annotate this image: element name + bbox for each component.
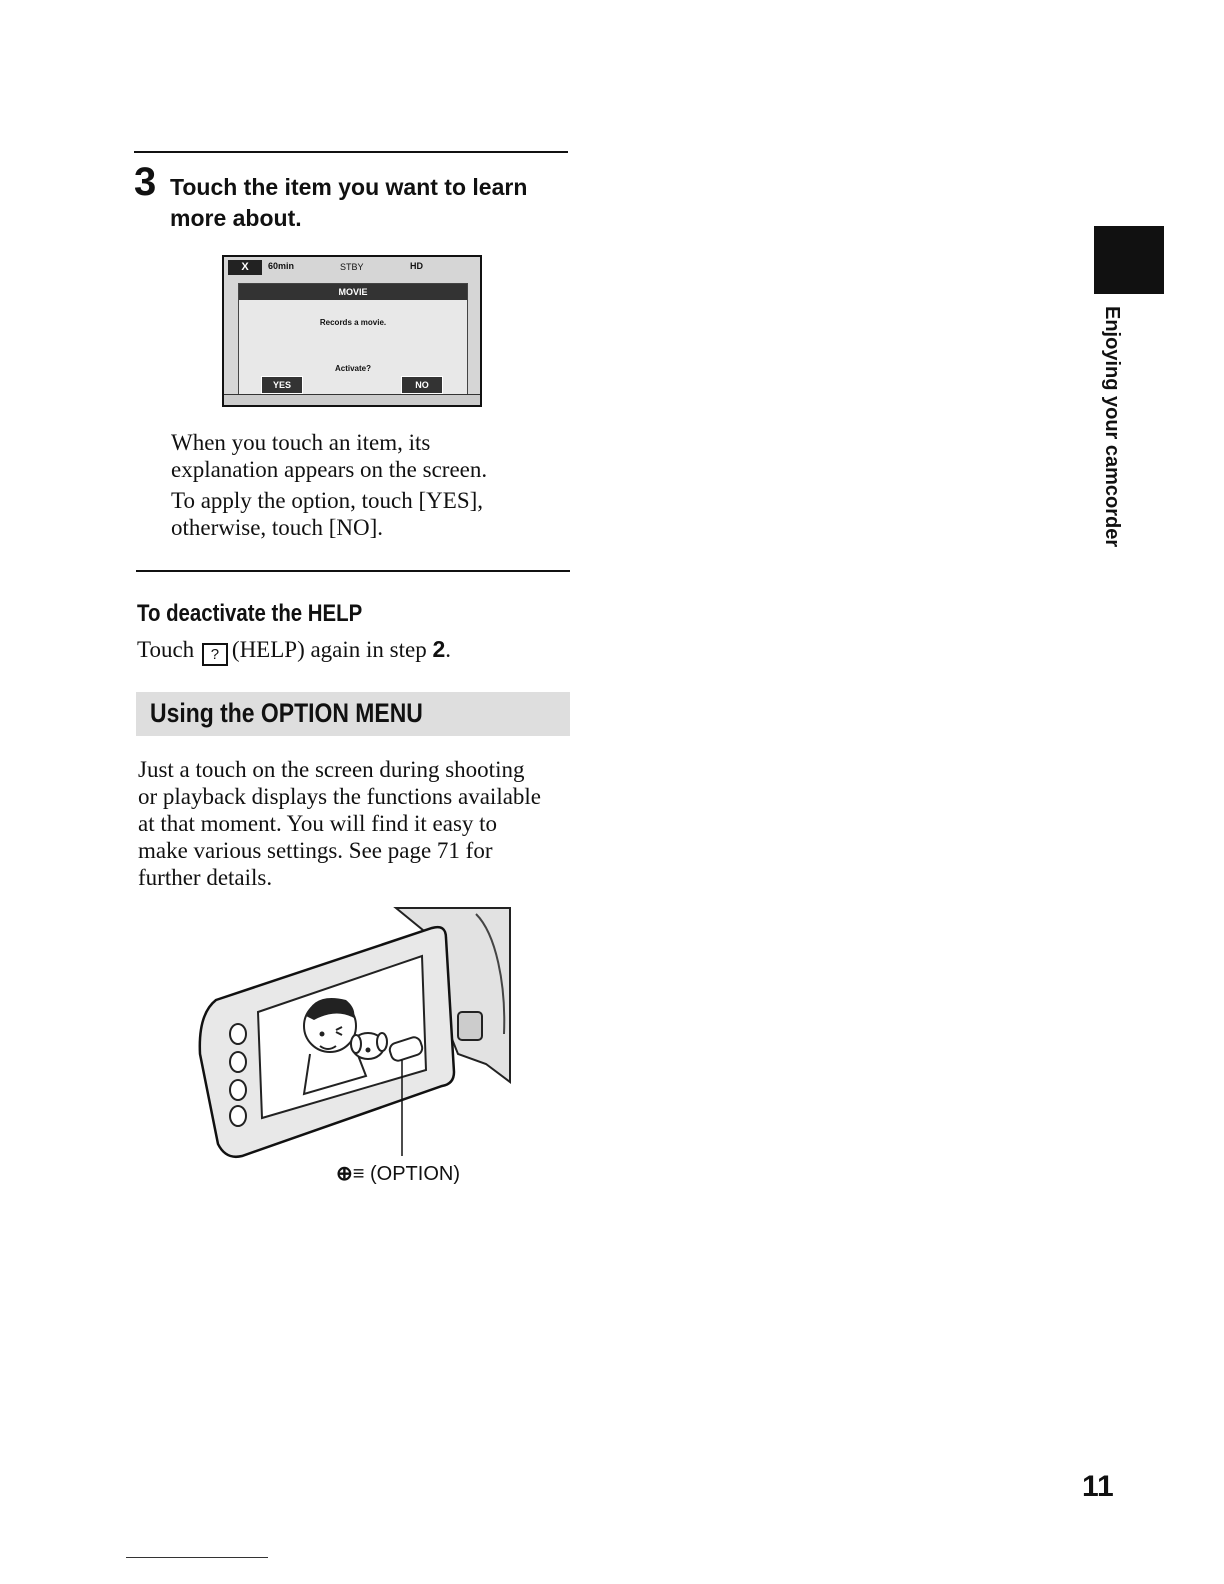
quality-indicator: HD: [410, 261, 423, 271]
battery-indicator: 60min: [268, 261, 295, 271]
section-banner: [136, 692, 570, 736]
dialog-title: MOVIE: [239, 284, 467, 300]
option-text-line-2: or playback displays the functions available: [138, 784, 542, 809]
step-text-line-4: otherwise, touch [NO].: [171, 515, 384, 540]
help-step-ref: 2: [432, 636, 446, 662]
step-text-line-3: To apply the option, touch [YES],: [171, 488, 484, 513]
help-prefix: Touch: [137, 637, 195, 662]
screen-status-bar: [224, 257, 480, 279]
step-text-line-2: explanation appears on the screen.: [171, 457, 488, 482]
yes-button: YES: [261, 376, 303, 394]
option-text-line-3: at that moment. You will find it easy to: [138, 811, 498, 836]
help-end: .: [445, 637, 452, 662]
dialog-message: Records a movie.: [319, 318, 387, 327]
chapter-label: Enjoying your camcorder: [1101, 306, 1123, 548]
chapter-tab: [1094, 226, 1164, 294]
step-number: 3: [134, 160, 157, 204]
help-suffix: (HELP) again in step: [231, 637, 427, 662]
step-title: Touch the item you want to learn more about.: [170, 174, 528, 231]
section-rule: [136, 570, 570, 572]
page-number: 11: [1082, 1470, 1114, 1503]
no-button: NO: [401, 376, 443, 394]
help-heading: To deactivate the HELP: [137, 600, 363, 627]
top-rule: [134, 151, 568, 153]
screen-bottom-bar: [224, 394, 480, 405]
close-icon: X: [228, 260, 262, 275]
help-icon: ?: [202, 643, 228, 666]
section-title: Using the OPTION MENU: [150, 698, 423, 728]
help-instruction: [137, 636, 451, 666]
footnote-rule: [126, 1557, 268, 1558]
option-icon: ⊕≡: [336, 1163, 365, 1185]
help-dialog: [238, 283, 468, 397]
option-text-line-4: make various settings. See page 71 for: [138, 838, 493, 863]
dialog-question: Activate?: [334, 364, 371, 373]
standby-indicator: STBY: [340, 262, 364, 272]
step-text-line-1: When you touch an item, its: [171, 430, 431, 455]
option-label: (OPTION): [370, 1163, 460, 1185]
option-text-line-5: further details.: [138, 865, 273, 890]
option-callout: [336, 1161, 460, 1186]
camcorder-screen-illustration: [222, 255, 482, 407]
option-text-line-1: Just a touch on the screen during shooting: [138, 757, 525, 782]
camcorder-illustration: [196, 904, 516, 1166]
